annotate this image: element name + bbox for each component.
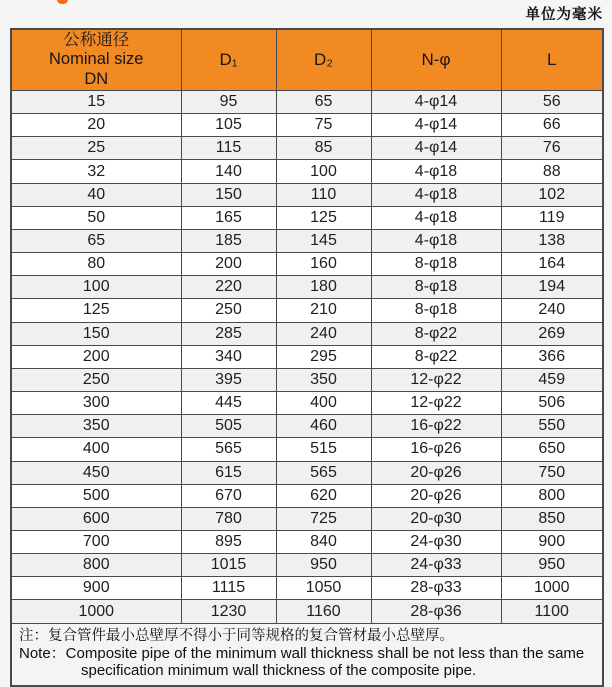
cell-d1: 200 (181, 253, 276, 276)
col-header-d2: D₂ (276, 29, 371, 91)
cell-d1: 150 (181, 183, 276, 206)
cell-l: 56 (501, 91, 603, 114)
cell-l: 240 (501, 299, 603, 322)
cell-d1: 185 (181, 229, 276, 252)
cell-d1: 340 (181, 345, 276, 368)
cell-n-phi: 8-φ18 (371, 253, 501, 276)
cell-dn: 250 (11, 368, 181, 391)
table-row (11, 461, 603, 484)
cell-d1: 95 (181, 91, 276, 114)
table-row (11, 368, 603, 391)
cell-d1: 615 (181, 461, 276, 484)
cell-l: 366 (501, 345, 603, 368)
cell-n-phi: 28-φ36 (371, 600, 501, 623)
cell-dn: 20 (11, 114, 181, 137)
note-cell (11, 623, 603, 686)
table-row (11, 160, 603, 183)
cell-l: 900 (501, 530, 603, 553)
cell-dn: 125 (11, 299, 181, 322)
cell-dn: 100 (11, 276, 181, 299)
unit-label: 单位为毫米 (525, 7, 603, 23)
cell-d1: 780 (181, 507, 276, 530)
cell-dn: 65 (11, 229, 181, 252)
cell-dn: 1000 (11, 600, 181, 623)
cell-dn: 300 (11, 392, 181, 415)
cell-d2: 1050 (276, 577, 371, 600)
table-row (11, 91, 603, 114)
table-row (11, 577, 603, 600)
cell-d2: 85 (276, 137, 371, 160)
cell-d2: 145 (276, 229, 371, 252)
col-header-nominal-size-en: Nominal size (49, 50, 144, 69)
cell-dn: 900 (11, 577, 181, 600)
cell-dn: 600 (11, 507, 181, 530)
cell-n-phi: 4-φ18 (371, 229, 501, 252)
cell-n-phi: 8-φ18 (371, 299, 501, 322)
cell-n-phi: 28-φ33 (371, 577, 501, 600)
cell-d2: 210 (276, 299, 371, 322)
cell-dn: 32 (11, 160, 181, 183)
table-row (11, 299, 603, 322)
table-row (11, 484, 603, 507)
cell-d2: 460 (276, 415, 371, 438)
cell-d1: 140 (181, 160, 276, 183)
cell-n-phi: 12-φ22 (371, 368, 501, 391)
col-header-nominal-size (11, 29, 181, 91)
cell-n-phi: 4-φ18 (371, 160, 501, 183)
cell-l: 119 (501, 206, 603, 229)
cell-d2: 180 (276, 276, 371, 299)
cell-d1: 1015 (181, 554, 276, 577)
cell-d2: 100 (276, 160, 371, 183)
cell-n-phi: 8-φ18 (371, 276, 501, 299)
cell-d1: 445 (181, 392, 276, 415)
table-row (11, 345, 603, 368)
cell-l: 76 (501, 137, 603, 160)
col-header-d1: D₁ (181, 29, 276, 91)
cell-d2: 65 (276, 91, 371, 114)
cell-dn: 800 (11, 554, 181, 577)
cell-d1: 115 (181, 137, 276, 160)
col-header-nominal-size-dn: DN (84, 69, 109, 88)
cell-dn: 450 (11, 461, 181, 484)
cell-d2: 125 (276, 206, 371, 229)
cell-n-phi: 4-φ14 (371, 91, 501, 114)
table-row (11, 229, 603, 252)
cell-l: 800 (501, 484, 603, 507)
table-row (11, 438, 603, 461)
table-row (11, 415, 603, 438)
note-line-cn: 注：复合管件最小总壁厚不得小于同等规格的复合管材最小总壁厚。 (19, 627, 454, 644)
cell-dn: 350 (11, 415, 181, 438)
cell-l: 164 (501, 253, 603, 276)
cell-d2: 725 (276, 507, 371, 530)
cell-l: 138 (501, 229, 603, 252)
cell-d2: 75 (276, 114, 371, 137)
cell-d2: 160 (276, 253, 371, 276)
cell-l: 459 (501, 368, 603, 391)
cell-dn: 400 (11, 438, 181, 461)
cell-l: 750 (501, 461, 603, 484)
cell-l: 550 (501, 415, 603, 438)
cell-d2: 295 (276, 345, 371, 368)
note-row (11, 623, 603, 686)
cell-d1: 670 (181, 484, 276, 507)
cell-d2: 950 (276, 554, 371, 577)
cell-d2: 350 (276, 368, 371, 391)
cell-l: 650 (501, 438, 603, 461)
cell-l: 194 (501, 276, 603, 299)
cell-d1: 565 (181, 438, 276, 461)
cell-n-phi: 16-φ22 (371, 415, 501, 438)
cell-n-phi: 4-φ14 (371, 114, 501, 137)
cell-n-phi: 24-φ33 (371, 554, 501, 577)
cell-n-phi: 20-φ30 (371, 507, 501, 530)
table-row (11, 114, 603, 137)
cell-n-phi: 20-φ26 (371, 484, 501, 507)
cell-dn: 500 (11, 484, 181, 507)
cell-d1: 105 (181, 114, 276, 137)
cell-dn: 25 (11, 137, 181, 160)
note-line-en: Note：Composite pipe of the minimum wall thickness shall be not less than the same (19, 644, 585, 662)
cell-n-phi: 20-φ26 (371, 461, 501, 484)
cell-d1: 220 (181, 276, 276, 299)
cell-n-phi: 16-φ26 (371, 438, 501, 461)
cell-n-phi: 4-φ18 (371, 206, 501, 229)
cell-n-phi: 24-φ30 (371, 530, 501, 553)
col-header-l: L (501, 29, 603, 91)
cell-l: 506 (501, 392, 603, 415)
cell-d1: 1115 (181, 577, 276, 600)
cell-dn: 150 (11, 322, 181, 345)
cell-dn: 15 (11, 91, 181, 114)
cell-dn: 50 (11, 206, 181, 229)
cell-dn: 80 (11, 253, 181, 276)
table-row (11, 206, 603, 229)
table-body (11, 91, 603, 624)
cell-l: 88 (501, 160, 603, 183)
cell-d2: 565 (276, 461, 371, 484)
cell-d2: 110 (276, 183, 371, 206)
cell-d2: 840 (276, 530, 371, 553)
col-header-n-phi: N-φ (371, 29, 501, 91)
table-row (11, 322, 603, 345)
cell-n-phi: 4-φ14 (371, 137, 501, 160)
cell-n-phi: 8-φ22 (371, 345, 501, 368)
header-row (11, 29, 603, 91)
cell-l: 1100 (501, 600, 603, 623)
table-row (11, 276, 603, 299)
cell-d1: 285 (181, 322, 276, 345)
cell-d1: 250 (181, 299, 276, 322)
table-row (11, 530, 603, 553)
cell-l: 269 (501, 322, 603, 345)
cell-d2: 515 (276, 438, 371, 461)
cell-dn: 40 (11, 183, 181, 206)
cell-d1: 165 (181, 206, 276, 229)
cell-d1: 505 (181, 415, 276, 438)
cell-dn: 200 (11, 345, 181, 368)
cell-l: 1000 (501, 577, 603, 600)
table-row (11, 392, 603, 415)
cell-d1: 1230 (181, 600, 276, 623)
cell-l: 950 (501, 554, 603, 577)
cell-l: 66 (501, 114, 603, 137)
table-row (11, 253, 603, 276)
cell-dn: 700 (11, 530, 181, 553)
table-row (11, 507, 603, 530)
cell-n-phi: 4-φ18 (371, 183, 501, 206)
cell-n-phi: 12-φ22 (371, 392, 501, 415)
cell-d2: 620 (276, 484, 371, 507)
note-line-en-continued: specification minimum wall thickness of the composite pipe. (81, 662, 477, 680)
cell-n-phi: 8-φ22 (371, 322, 501, 345)
cell-l: 850 (501, 507, 603, 530)
cell-d2: 400 (276, 392, 371, 415)
cell-d1: 395 (181, 368, 276, 391)
table-row (11, 600, 603, 623)
accent-dot (57, 0, 68, 4)
cell-d2: 240 (276, 322, 371, 345)
table-row (11, 183, 603, 206)
col-header-nominal-size-cn: 公称通径 (63, 30, 130, 49)
cell-d1: 895 (181, 530, 276, 553)
table-row (11, 554, 603, 577)
table-row (11, 137, 603, 160)
cell-l: 102 (501, 183, 603, 206)
pipe-dimension-table (10, 28, 604, 687)
cell-d2: 1160 (276, 600, 371, 623)
